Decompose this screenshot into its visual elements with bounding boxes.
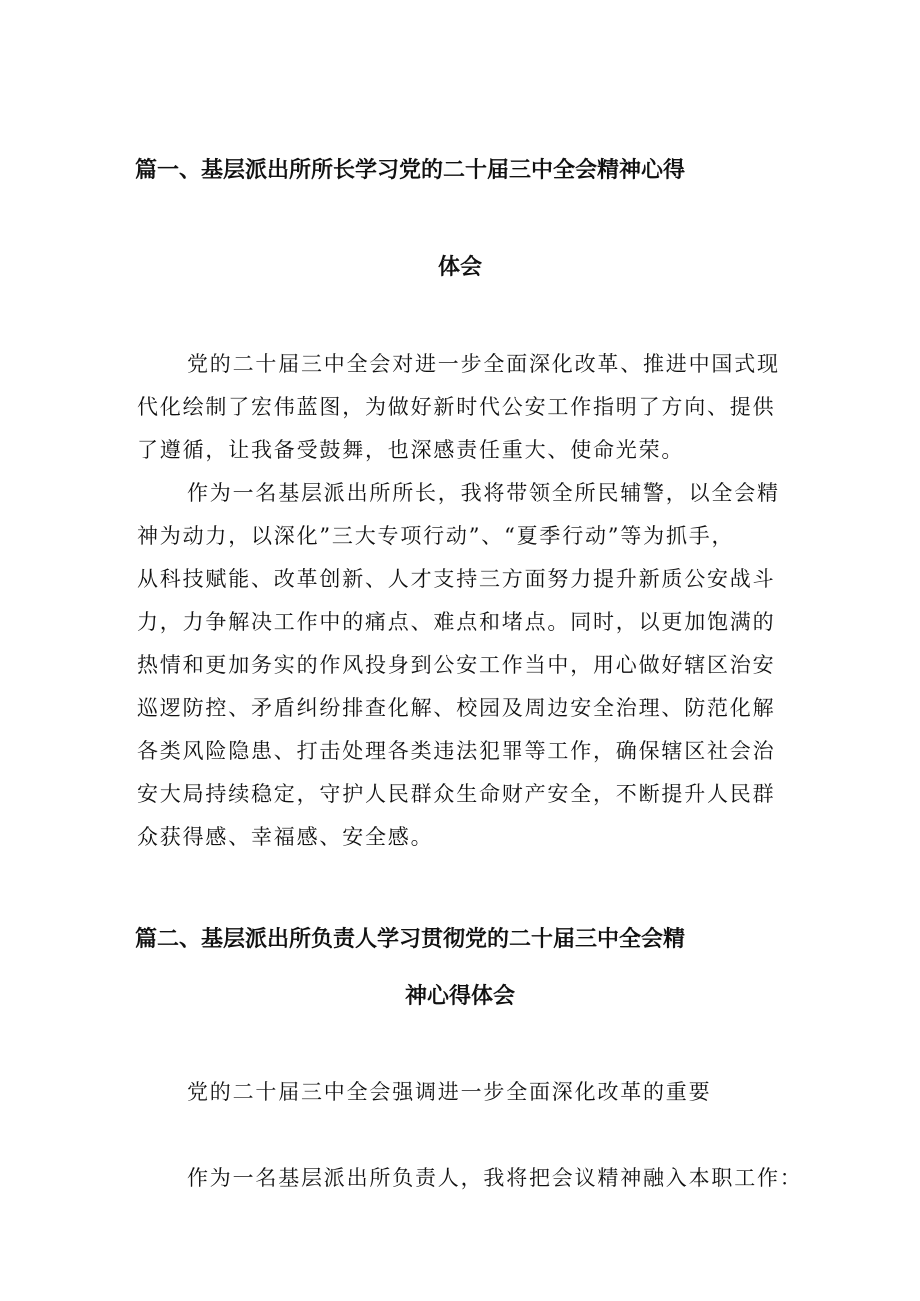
- text-line: 安大局持续稳定，守护人民群众生命财产安全，不断提升人民群: [137, 782, 776, 806]
- section2-heading: 篇二、基层派出所负责人学习贯彻党的二十届三中全会精: [135, 927, 686, 952]
- text-line: 众获得感、幸福感、安全感。: [137, 825, 434, 849]
- text-line: 热情和更加务实的作风投身到公安工作当中，用心做好辖区治安: [137, 653, 776, 677]
- section1-paragraph-2: [137, 472, 787, 859]
- section2-heading-continued: 神心得体会: [404, 984, 515, 1009]
- text-line: 党的二十届三中全会对进一步全面深化改革、推进中国式现: [187, 352, 780, 376]
- text-line: 从科技赋能、改革创新、人才支持三方面努力提升新质公安战斗: [137, 567, 776, 591]
- section1-heading: 篇一、基层派出所所长学习党的二十届三中全会精神心得: [135, 158, 686, 183]
- text-line: 力，力争解决工作中的痛点、难点和堵点。同时，以更加饱满的: [137, 610, 776, 634]
- section2-paragraph-2: [137, 1157, 803, 1200]
- text-line: 巡逻防控、矛盾纠纷排查化解、校园及周边安全治理、防范化解: [137, 696, 776, 720]
- text-line: 作为一名基层派出所所长，我将带领全所民辅警，以全会精: [187, 481, 780, 505]
- text-line: 神为动力，以深化”三大专项行动”、“夏季行动”等为抓手，: [137, 524, 735, 548]
- text-line: 党的二十届三中全会强调进一步全面深化改革的重要: [187, 1080, 712, 1104]
- text-line: 各类风险隐患、打击处理各类违法犯罪等工作，确保辖区社会治: [137, 739, 776, 763]
- section1-heading-continued: 体会: [437, 255, 482, 280]
- section1-paragraph-1: [137, 343, 787, 472]
- section2-paragraph-1: [137, 1071, 787, 1114]
- text-line: 作为一名基层派出所负责人，我将把会议精神融入本职工作：: [187, 1166, 803, 1190]
- text-line: 了遵循，让我备受鼓舞，也深感责任重大、使命光荣。: [137, 438, 685, 462]
- text-line: 代化绘制了宏伟蓝图，为做好新时代公安工作指明了方向、提供: [137, 395, 776, 419]
